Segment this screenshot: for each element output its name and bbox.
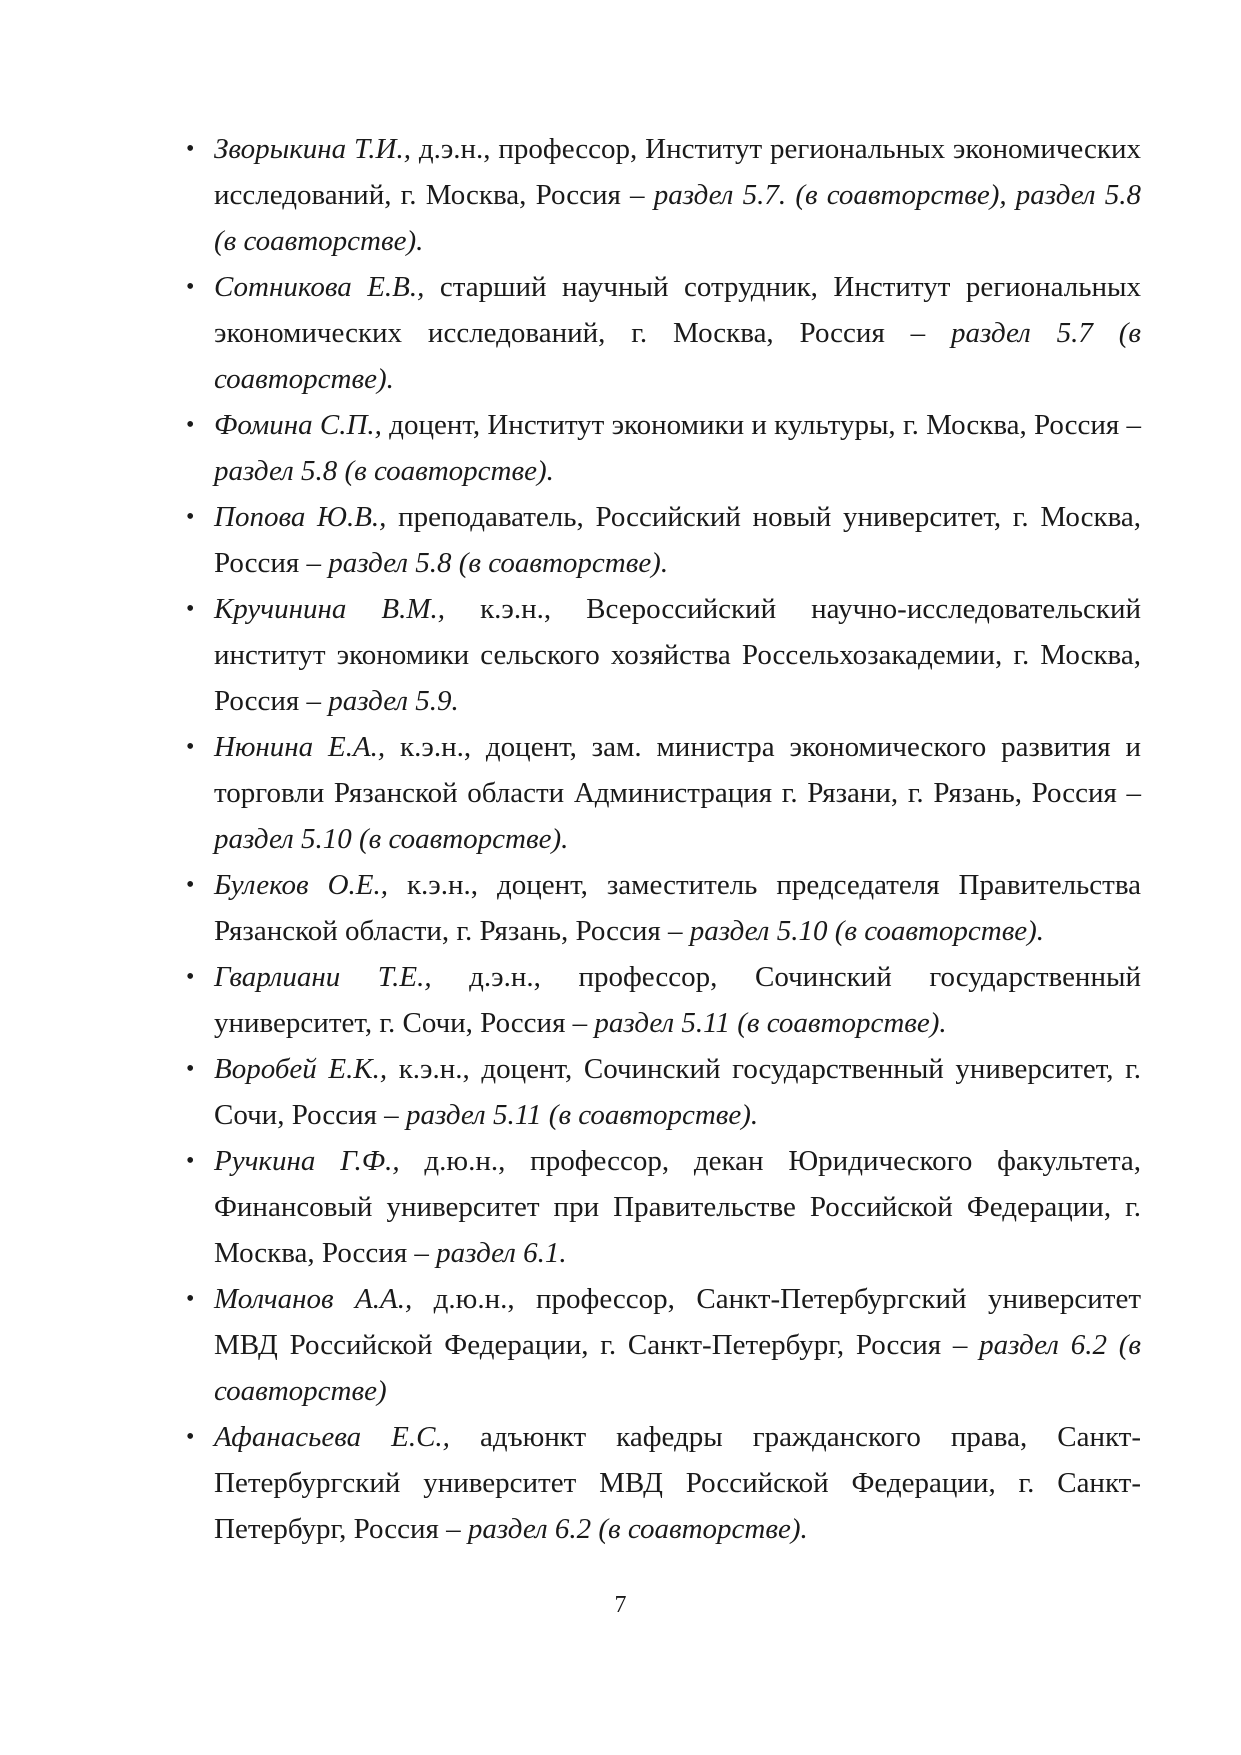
author-item [186, 494, 1141, 586]
section-reference: раздел 5.8 (в соавторстве). [328, 547, 669, 579]
bullet-icon: • [186, 872, 195, 898]
author-name: Фомина С.П., [214, 409, 382, 441]
section-reference: раздел 5.11 (в соавторстве). [405, 1099, 759, 1131]
bullet-icon: • [186, 596, 195, 622]
bullet-icon: • [186, 136, 195, 162]
bullet-icon: • [186, 1148, 195, 1174]
bullet-icon: • [186, 412, 195, 438]
author-info: к.э.н., доцент, зам. министра экономического развития и торговли Рязанской области Администрация г. Рязани, г. Рязань, Россия – [214, 731, 1141, 809]
author-name: Молчанов А.А., [214, 1283, 413, 1315]
bullet-icon: • [186, 734, 195, 760]
page-number: 7 [614, 1592, 627, 1618]
author-info: адъюнкт кафедры гражданского права, Санкт-Петербургский университет МВД Российской Федерации, г. Санкт-Петербург, Россия – [214, 1421, 1141, 1545]
author-list [186, 126, 1141, 1552]
author-item [186, 1414, 1141, 1552]
author-item [186, 586, 1141, 724]
section-reference: раздел 5.7 (в соавторстве). [214, 317, 1141, 395]
section-reference: раздел 5.8 (в соавторстве). [214, 455, 554, 487]
section-reference: раздел 6.2 (в соавторстве). [467, 1513, 808, 1545]
section-reference: раздел 5.10 (в соавторстве). [214, 823, 569, 855]
author-name: Попова Ю.В., [214, 501, 387, 533]
author-item [186, 1138, 1141, 1276]
author-name: Зворыкина Т.И., [214, 133, 411, 165]
author-item [186, 402, 1141, 494]
section-reference: раздел 5.7. (в соавторстве), раздел 5.8 (в соавторстве). [214, 179, 1141, 257]
bullet-icon: • [186, 1424, 195, 1450]
author-name: Ручкина Г.Ф., [214, 1145, 400, 1177]
author-info: д.ю.н., профессор, Санкт-Петербургский университет МВД Российской Федерации, г. Санкт-Петербург, Россия – [214, 1283, 1141, 1361]
author-name: Сотникова Е.В., [214, 271, 425, 303]
author-info: д.э.н., профессор, Институт региональных экономических исследований, г. Москва, Россия – [214, 133, 1141, 211]
bullet-icon: • [186, 1056, 195, 1082]
bullet-icon: • [186, 1286, 195, 1312]
bullet-icon: • [186, 274, 195, 300]
author-name: Афанасьева Е.С., [214, 1421, 450, 1453]
section-reference: раздел 5.11 (в соавторстве). [594, 1007, 947, 1039]
section-reference: раздел 5.10 (в соавторстве). [689, 915, 1045, 947]
author-item [186, 264, 1141, 402]
author-name: Нюнина Е.А., [214, 731, 386, 763]
author-name: Гварлиани Т.Е., [214, 961, 432, 993]
author-item [186, 1276, 1141, 1414]
author-info: доцент, Институт экономики и культуры, г. Москва, Россия – [381, 409, 1142, 441]
author-info: к.э.н., Всероссийский научно-исследовательский институт экономики сельского хозяйства Россельхозакадемии, г. Москва, Россия – [214, 593, 1141, 717]
author-item [186, 724, 1141, 862]
author-item [186, 1046, 1141, 1138]
author-info: к.э.н., доцент, заместитель председателя Правительства Рязанской области, г. Рязань, Россия – [214, 869, 1142, 947]
author-info: преподаватель, Российский новый университет, г. Москва, Россия – [214, 501, 1142, 579]
section-reference: раздел 6.2 (в соавторстве) [214, 1329, 1141, 1407]
author-info: к.э.н., доцент, Сочинский государственный университет, г. Сочи, Россия – [214, 1053, 1141, 1131]
bullet-icon: • [186, 964, 195, 990]
author-item [186, 954, 1141, 1046]
author-item [186, 862, 1141, 954]
author-item [186, 126, 1141, 264]
author-info: д.э.н., профессор, Сочинский государственный университет, г. Сочи, Россия – [214, 961, 1141, 1039]
author-name: Булеков О.Е., [214, 869, 388, 901]
author-info: д.ю.н., профессор, декан Юридического факультета, Финансовый университет при Правительстве Российской Федерации, г. Москва, Россия – [214, 1145, 1141, 1269]
author-name: Кручинина В.М., [214, 593, 446, 625]
section-reference: раздел 5.9. [328, 685, 459, 717]
author-name: Воробей Е.К., [214, 1053, 388, 1085]
author-info: старший научный сотрудник, Институт региональных экономических исследований, г. Москва, Россия – [214, 271, 1142, 349]
section-reference: раздел 6.1. [436, 1237, 567, 1269]
bullet-icon: • [186, 504, 195, 530]
